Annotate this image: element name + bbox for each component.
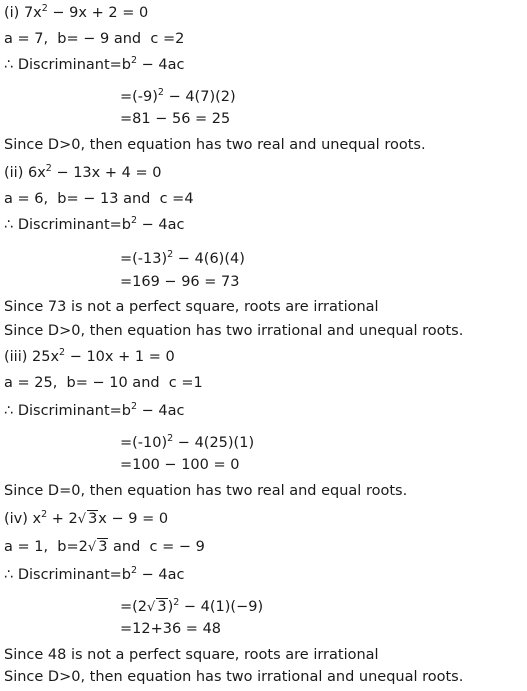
equation-ii: (ii) $6x^2 - 13x + 4 = 0$ bbox=[4, 163, 162, 181]
discriminant-step1-i: $=(-9)^2 - 4(7)(2)$ bbox=[120, 87, 236, 105]
conclusion-iv-roots: Since D>0, then equation has two irrational and unequal roots. bbox=[4, 669, 464, 685]
coefficients-i: a = 7, b= − 9 and c =2 bbox=[4, 31, 185, 47]
discriminant-formula-i: ∴ $Discriminant=b^2 - 4ac$ bbox=[4, 55, 185, 73]
conclusion-i: Since D>0, then equation has two real and unequal roots. bbox=[4, 137, 426, 153]
discriminant-step2-iii: =100 − 100 = 0 bbox=[120, 457, 240, 473]
discriminant-step2-i: =81 − 56 = 25 bbox=[120, 111, 231, 127]
discriminant-step1-iii: $=(-10)^2 - 4(25)(1)$ bbox=[120, 433, 255, 451]
conclusion-ii-irrational: Since 73 is not a perfect square, roots are irrational bbox=[4, 299, 379, 315]
equation-i: (i) $7x^2 - 9x + 2 = 0$ bbox=[4, 3, 149, 21]
conclusion-iii: Since D=0, then equation has two real and equal roots. bbox=[4, 483, 408, 499]
equation-iv: (iv) $x^2 + 2√$ 3x − 9 = 0 bbox=[4, 509, 169, 527]
discriminant-step2-ii: =169 − 96 = 73 bbox=[120, 274, 240, 290]
discriminant-formula-iii: ∴ $Discriminant=b^2 - 4ac$ bbox=[4, 401, 185, 419]
conclusion-ii-roots: Since D>0, then equation has two irrational and unequal roots. bbox=[4, 323, 464, 339]
discriminant-step2-iv: =12+36 = 48 bbox=[120, 621, 222, 637]
equation-iii: (iii) $25x^2 - 10x + 1 = 0$ bbox=[4, 347, 175, 365]
discriminant-formula-iv: ∴ $Discriminant=b^2 - 4ac$ bbox=[4, 565, 185, 583]
discriminant-formula-ii: ∴ $Discriminant=b^2 - 4ac$ bbox=[4, 215, 185, 233]
discriminant-step1-iv: =(2√ 3)$^2$ − 4(1)(−9) bbox=[120, 597, 264, 615]
discriminant-step1-ii: $=(-13)^2 - 4(6)(4)$ bbox=[120, 249, 245, 267]
coefficients-iv: a = 1, b=2√ 3 and c = − 9 bbox=[4, 539, 205, 555]
coefficients-ii: a = 6, b= − 13 and c =4 bbox=[4, 191, 194, 207]
conclusion-iv-irrational: Since 48 is not a perfect square, roots are irrational bbox=[4, 647, 379, 663]
coefficients-iii: a = 25, b= − 10 and c =1 bbox=[4, 375, 203, 391]
